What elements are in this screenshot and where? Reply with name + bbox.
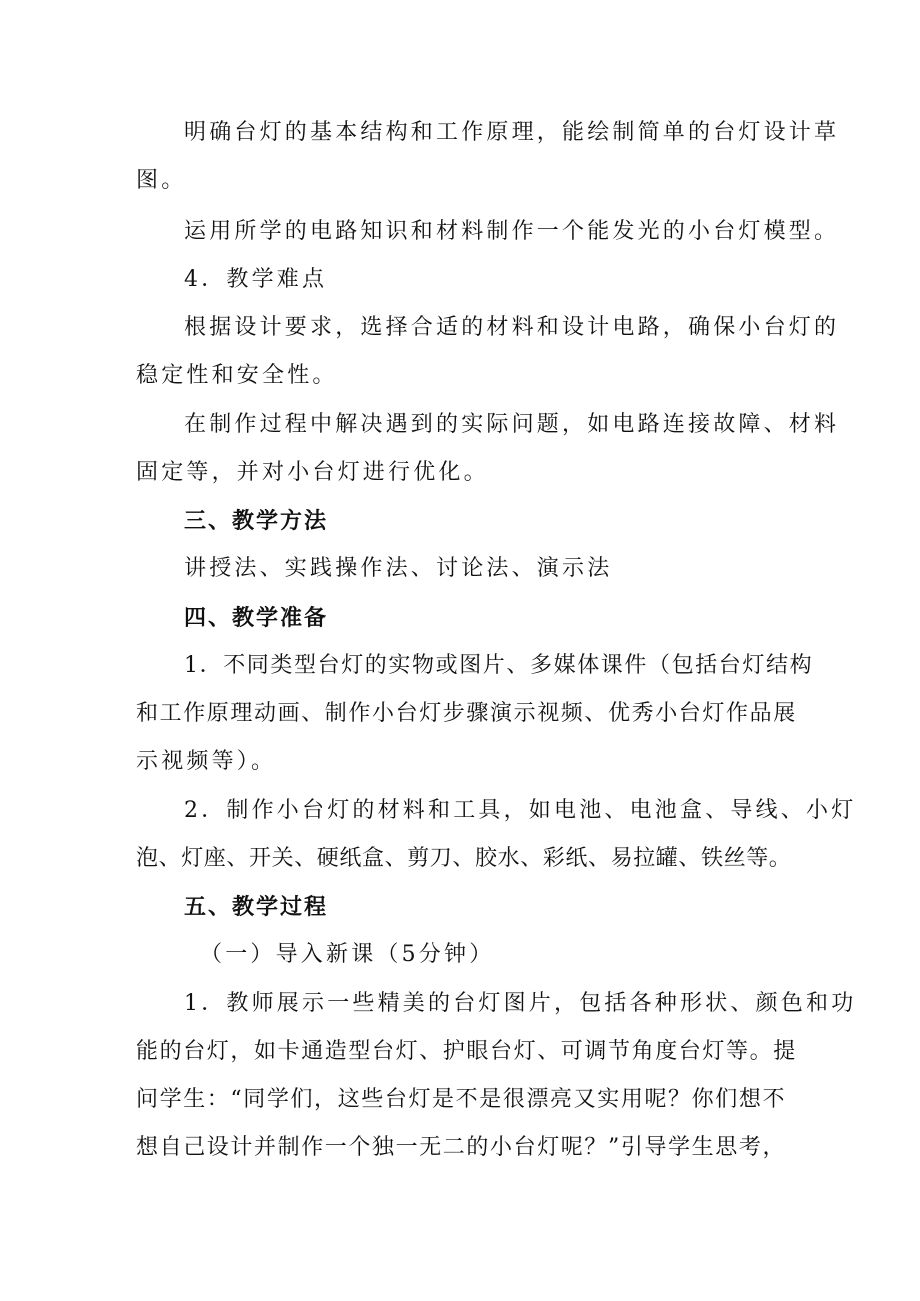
paragraph-line: 在制作过程中解决遇到的实际问题，如电路连接故障、材料	[184, 412, 840, 437]
subheading-introduction: （一）导入新课（5分钟）	[200, 942, 495, 967]
paragraph-line: 泡、灯座、开关、硬纸盒、剪刀、胶水、彩纸、易拉罐、铁丝等。	[136, 846, 792, 871]
paragraph-line: 图。	[136, 168, 187, 193]
paragraph-line: 稳定性和安全性。	[136, 363, 338, 388]
paragraph-line: 1．教师展示一些精美的台灯图片，包括各种形状、颜色和功	[184, 991, 857, 1016]
subheading-teaching-difficulties: 4．教学难点	[184, 267, 328, 292]
section-heading-teaching-process: 五、教学过程	[184, 894, 329, 920]
paragraph-line: 讲授法、实践操作法、讨论法、演示法	[184, 556, 613, 581]
paragraph-line: 运用所学的电路知识和材料制作一个能发光的小台灯模型。	[184, 219, 840, 244]
section-heading-teaching-methods: 三、教学方法	[184, 508, 329, 534]
section-heading-teaching-preparation: 四、教学准备	[184, 605, 329, 631]
paragraph-line: 能的台灯，如卡通造型台灯、护眼台灯、可调节角度台灯等。提	[136, 1039, 797, 1064]
paragraph-line: 2．制作小台灯的材料和工具，如电池、电池盒、导线、小灯	[184, 798, 857, 823]
paragraph-line: 1．不同类型台灯的实物或图片、多媒体课件（包括台灯结构	[184, 653, 814, 678]
paragraph-line: 问学生：“同学们，这些台灯是不是很漂亮又实用呢？你们想不	[136, 1087, 787, 1112]
paragraph-line: 和工作原理动画、制作小台灯步骤演示视频、优秀小台灯作品展	[136, 701, 797, 726]
paragraph-line: 根据设计要求，选择合适的材料和设计电路，确保小台灯的	[184, 315, 840, 340]
paragraph-line: 固定等，并对小台灯进行优化。	[136, 460, 489, 485]
paragraph-line: 示视频等）。	[136, 749, 277, 774]
paragraph-line: 想自己设计并制作一个独一无二的小台灯呢？”引导学生思考，	[136, 1135, 787, 1160]
paragraph-line: 明确台灯的基本结构和工作原理，能绘制简单的台灯设计草	[184, 120, 840, 145]
